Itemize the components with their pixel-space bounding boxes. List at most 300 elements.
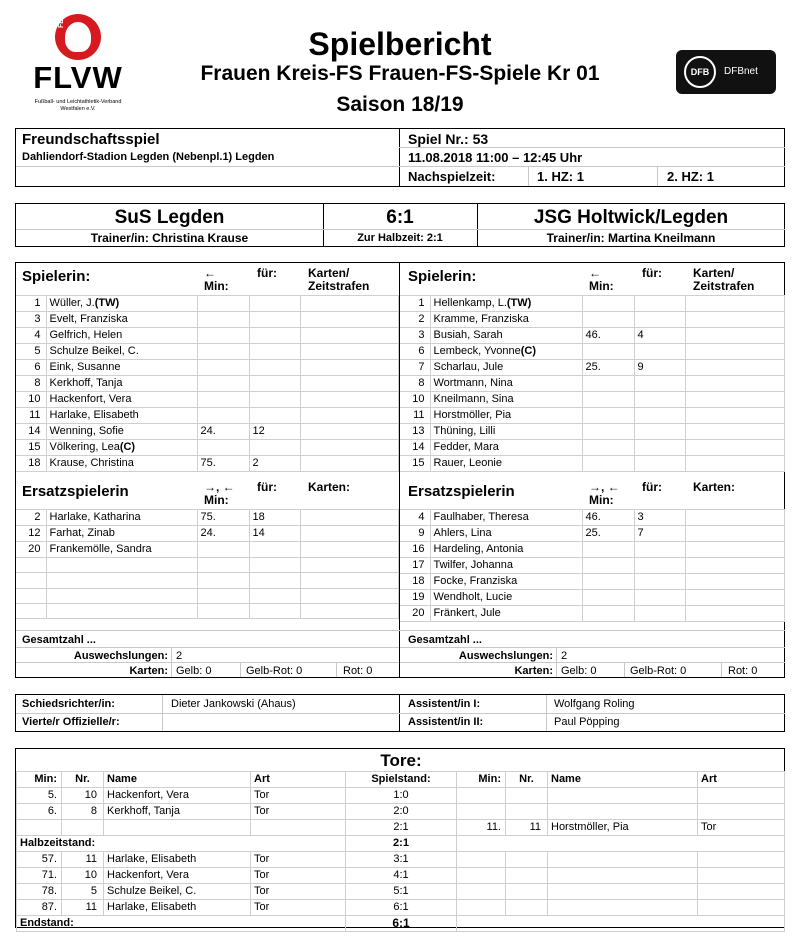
player-name: Kneilmann, Sina [433,393,514,405]
player-name: Lembeck, Yvonne [433,345,521,357]
sub-minute [582,392,634,408]
sub-for: 4 [634,328,685,344]
sub-for [249,573,300,588]
player-name-cell [430,542,582,558]
player-name: Wüller, J. [49,297,95,309]
sub-for [634,590,685,606]
goal-minute [457,900,506,916]
player-number: 3 [400,328,430,344]
player-row [16,510,399,526]
competition-title: Frauen Kreis-FS Frauen-FS-Spiele Kr 01 [200,62,600,85]
player-number: 8 [16,376,46,392]
empty-cell [457,916,785,932]
goal-player-number [506,804,548,820]
player-name: Farhat, Zinab [49,527,115,539]
sub-minute: 75. [197,510,249,526]
goal-minute [457,852,506,868]
sub-minute [582,376,634,392]
player-name-cell [46,456,197,472]
halftime-score: 2:1 [346,836,457,852]
player-row [16,603,399,618]
player-name-cell [46,573,197,588]
player-number: 4 [16,328,46,344]
min-label: Min: [204,493,229,507]
goal-player-name [548,868,698,884]
assistant1-label: Assistent/in I: [408,698,481,710]
player-row [400,456,785,472]
player-cards [300,510,399,526]
player-row [400,440,785,456]
player-role-tag: (C) [119,441,136,453]
goal-row [17,820,785,836]
player-row [400,408,785,424]
goal-type [698,884,785,900]
player-name-cell [46,526,197,542]
goal-player-name [548,900,698,916]
player-number: 7 [400,360,430,376]
player-cards [300,542,399,558]
away-trainer: Trainer/in: Martina Kneilmann [546,231,716,245]
match-type: Freundschaftsspiel [22,131,160,148]
player-row [16,542,399,558]
sub-for [634,440,685,456]
sub-minute [582,296,634,312]
player-name-cell [430,526,582,542]
player-name-cell [430,510,582,526]
player-cards [300,296,399,312]
extra-time-label: Nachspielzeit: [408,169,496,184]
sub-for [634,392,685,408]
cards-label: Karten: [693,480,736,494]
sub-minute [197,408,249,424]
player-name-cell [46,603,197,618]
for-label: für: [257,480,277,494]
player-row [16,456,399,472]
goal-type [698,900,785,916]
player-cards [300,392,399,408]
player-cards [685,360,785,376]
goals-heading: Tore: [380,751,422,770]
player-number: 20 [16,542,46,558]
player-name-cell [430,376,582,392]
goal-minute [17,820,62,836]
goal-minute [457,868,506,884]
goal-type [698,852,785,868]
player-cards [685,424,785,440]
player-cards [300,328,399,344]
min-arrows-icon: →, ← [589,480,620,494]
player-name-cell [430,344,582,360]
home-subs-label: Auswechslungen: [73,650,168,662]
player-cards [685,344,785,360]
home-team: SuS Legden [114,207,225,228]
player-name: Hardeling, Antonia [433,543,524,555]
sub-minute [582,424,634,440]
logo-text: FLVW [33,60,123,95]
player-row [400,328,785,344]
final-score-row [17,916,785,932]
player-number: 19 [400,590,430,606]
home-subs-heading: Ersatzspielerin [22,483,129,500]
sub-minute [582,344,634,360]
player-cards [685,606,785,622]
player-name-cell [430,606,582,622]
player-name: Fedder, Mara [433,441,499,453]
goal-type [698,804,785,820]
sub-minute: 75. [197,456,249,472]
goal-type [698,868,785,884]
goal-player-name: Hackenfort, Vera [104,788,251,804]
cards-label-2: Zeitstrafen [308,279,370,293]
player-row [400,376,785,392]
goal-player-name: Horstmöller, Pia [548,820,698,836]
player-cards [685,558,785,574]
goal-type: Tor [251,900,346,916]
player-name-cell [46,296,197,312]
home-players-heading: Spielerin: [22,268,91,285]
player-name: Horstmöller, Pia [433,409,512,421]
sub-for [634,558,685,574]
sub-for [249,558,300,573]
player-number: 13 [400,424,430,440]
sub-for [249,603,300,618]
sub-minute [197,312,249,328]
player-cards [300,456,399,472]
home-players-table [16,295,399,472]
goal-player-name [548,884,698,900]
home-cards-label: Karten: [129,665,168,677]
player-row [400,542,785,558]
goal-player-number: 11 [506,820,548,836]
sub-for: 9 [634,360,685,376]
sub-for [634,296,685,312]
sub-for: 2 [249,456,300,472]
goals-table [16,771,785,932]
goal-type: Tor [251,788,346,804]
sub-for: 12 [249,424,300,440]
goal-score-header: Spielstand: [346,772,457,788]
goal-score: 1:0 [346,788,457,804]
player-number: 5 [16,344,46,360]
extra-time-hz2: 2. HZ: 1 [667,169,714,184]
player-row [16,360,399,376]
match-datetime: 11.08.2018 11:00 – 12:45 Uhr [408,150,583,165]
empty-cell [457,836,785,852]
goal-minute [457,788,506,804]
sub-for: 14 [249,526,300,542]
player-number [16,558,46,573]
sub-for: 3 [634,510,685,526]
goal-minute: 78. [17,884,62,900]
goal-minute [457,884,506,900]
player-cards [685,574,785,590]
page-title: Spielbericht [308,26,492,62]
player-number: 12 [16,526,46,542]
sub-minute: 46. [582,328,634,344]
sub-for [249,392,300,408]
player-row [16,558,399,573]
sub-minute [197,296,249,312]
referee-name: Dieter Jankowski (Ahaus) [171,698,296,710]
goal-type: Tor [251,868,346,884]
goal-type: Tor [251,804,346,820]
player-name: Kerkhoff, Tanja [49,377,123,389]
player-row [400,606,785,622]
player-name: Frankemölle, Sandra [49,543,152,555]
player-row [400,526,785,542]
for-label: für: [642,480,662,494]
goal-type: Tor [698,820,785,836]
sub-minute [197,542,249,558]
referee-label: Schiedsrichter/in: [22,698,115,710]
player-row [16,296,399,312]
sub-for [249,360,300,376]
sub-for [249,328,300,344]
player-row [400,424,785,440]
goals-box [15,748,785,928]
sub-for [249,542,300,558]
goal-row [17,836,785,852]
sub-for [634,456,685,472]
player-number: 1 [16,296,46,312]
sub-minute [582,542,634,558]
home-trainer: Trainer/in: Christina Krause [90,231,249,245]
player-row [16,392,399,408]
player-row [16,424,399,440]
player-row [400,510,785,526]
goal-min-header: Min: [457,772,506,788]
player-cards [300,360,399,376]
player-row [16,344,399,360]
fourth-official-label: Vierte/r Offizielle/r: [22,716,120,728]
player-number [16,603,46,618]
player-number: 15 [16,440,46,456]
player-number: 18 [400,574,430,590]
player-number: 1 [400,296,430,312]
player-name: Hellenkamp, L. [433,297,507,309]
player-name: Fränkert, Jule [433,607,501,619]
home-subs-count: 2 [176,650,183,662]
goal-player-number [506,788,548,804]
player-name-cell [46,558,197,573]
player-cards [300,344,399,360]
sub-minute: 46. [582,510,634,526]
goal-player-name [104,820,251,836]
dfbnet-logo [676,50,776,94]
for-label: für: [642,266,662,280]
away-subs-table [400,509,785,622]
player-name-cell [430,590,582,606]
player-name-cell [46,392,197,408]
goal-player-number: 10 [62,788,104,804]
goal-name-header: Name [104,772,251,788]
sub-for [634,408,685,424]
lineup-box [15,262,785,678]
player-name-cell [430,408,582,424]
sub-minute [197,440,249,456]
player-row [400,574,785,590]
player-name-cell [430,574,582,590]
player-name-cell [430,558,582,574]
goal-player-number [506,852,548,868]
teams-box [15,203,785,247]
away-subs-count: 2 [561,650,568,662]
goal-score: 2:1 [346,820,457,836]
sub-minute [582,590,634,606]
flvw-logo [28,8,128,120]
sub-for [634,606,685,622]
sub-minute [197,558,249,573]
player-name-cell [430,296,582,312]
sub-minute: 25. [582,360,634,376]
goal-row [17,884,785,900]
goal-player-name [548,852,698,868]
dfbnet-label: DFBnet [724,66,758,77]
player-number: 10 [400,392,430,408]
goal-player-name: Hackenfort, Vera [104,868,251,884]
player-number: 2 [16,510,46,526]
away-red: Rot: 0 [728,665,758,677]
player-cards [685,408,785,424]
player-row [400,590,785,606]
match-info-box [15,128,785,187]
player-row [16,526,399,542]
away-team: JSG Holtwick/Legden [533,207,729,228]
away-players-heading: Spielerin: [408,268,477,285]
goal-score: 6:1 [346,900,457,916]
goal-min-header: Min: [17,772,62,788]
min-arrow-icon: ← [204,266,216,280]
goal-player-number [506,900,548,916]
goal-row [17,868,785,884]
sub-minute [582,558,634,574]
goal-player-number: 11 [62,900,104,916]
player-row [400,312,785,328]
cards-label-2: Zeitstrafen [693,279,755,293]
goal-minute: 71. [17,868,62,884]
player-row [16,440,399,456]
goal-type: Tor [251,852,346,868]
player-name: Twilfer, Johanna [433,559,513,571]
home-red: Rot: 0 [343,665,373,677]
sub-for: 7 [634,526,685,542]
officials-box [15,694,785,732]
away-yellowred: Gelb-Rot: 0 [630,665,687,677]
player-number: 9 [400,526,430,542]
away-cards-label: Karten: [514,665,553,677]
goal-type-header: Art [251,772,346,788]
player-cards [300,440,399,456]
player-row [16,573,399,588]
player-name-cell [46,376,197,392]
player-number: 2 [400,312,430,328]
player-row [400,344,785,360]
home-yellowred: Gelb-Rot: 0 [246,665,303,677]
player-number [16,573,46,588]
sub-for [249,296,300,312]
player-name-cell [430,360,582,376]
player-number: 3 [16,312,46,328]
player-row [400,558,785,574]
player-name-cell [46,360,197,376]
player-row [16,408,399,424]
goal-player-name [548,804,698,820]
player-cards [685,328,785,344]
goal-score: 3:1 [346,852,457,868]
sub-minute [582,440,634,456]
sub-minute [582,456,634,472]
sub-for [634,376,685,392]
home-totals-heading: Gesamtzahl ... [22,634,96,646]
player-name: Schulze Beikel, C. [49,345,139,357]
player-name: Evelt, Franziska [49,313,128,325]
player-name: Harlake, Elisabeth [49,409,139,421]
sub-for [249,344,300,360]
player-cards [685,456,785,472]
goal-no-header: Nr. [506,772,548,788]
player-name: Busiah, Sarah [433,329,503,341]
goal-no-header: Nr. [62,772,104,788]
player-name: Faulhaber, Theresa [433,511,529,523]
player-cards [685,296,785,312]
goal-row [17,804,785,820]
player-number: 20 [400,606,430,622]
player-name: Focke, Franziska [433,575,518,587]
cards-label: Karten/ [693,266,735,280]
goal-row [17,852,785,868]
player-name-cell [430,440,582,456]
away-players-table [400,295,785,472]
sub-minute [197,328,249,344]
goal-minute: 6. [17,804,62,820]
goal-minute: 87. [17,900,62,916]
player-name: Krause, Christina [49,457,134,469]
player-cards [685,440,785,456]
min-label: Min: [589,493,614,507]
player-number: 10 [16,392,46,408]
player-name: Scharlau, Jule [433,361,504,373]
player-name-cell [46,312,197,328]
min-arrow-icon: ← [589,266,601,280]
player-name-cell [430,424,582,440]
player-name: Wendholt, Lucie [433,591,513,603]
match-number: Spiel Nr.: 53 [408,131,489,147]
player-cards [300,573,399,588]
player-cards [300,558,399,573]
sub-minute [197,603,249,618]
player-name-cell [46,440,197,456]
player-name: Völkering, Lea [49,441,120,453]
player-cards [300,376,399,392]
player-row [16,328,399,344]
assistant2-name: Paul Pöpping [554,716,620,728]
player-name-cell [46,328,197,344]
away-subs-heading: Ersatzspielerin [408,483,515,500]
goal-player-number [506,884,548,900]
sub-minute [197,573,249,588]
sub-minute: 24. [197,526,249,542]
sub-for: 18 [249,510,300,526]
sub-minute [197,344,249,360]
final-label: Endstand: [17,916,346,932]
goal-player-name: Kerkhoff, Tanja [104,804,251,820]
player-number: 14 [16,424,46,440]
player-cards [300,603,399,618]
player-row [400,296,785,312]
goal-row [17,900,785,916]
sub-minute: 24. [197,424,249,440]
goal-name-header: Name [548,772,698,788]
